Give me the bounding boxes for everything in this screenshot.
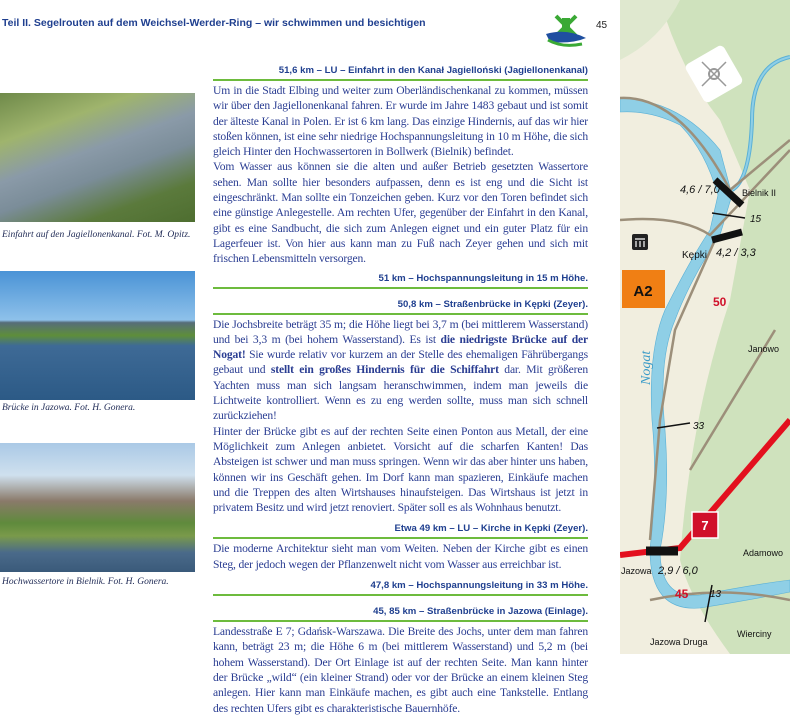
place-janowo: Janowo [748, 344, 780, 354]
section-bridge-kepki [213, 299, 588, 516]
place-bielnik: Bielnik II [742, 188, 777, 198]
text: Sie wurde relativ vor kurzem an der Stelle des ehemaligen Fährübergangs gebaut und [213, 348, 588, 377]
paragraph: Um in die Stadt Elbing und weiter zum Oberländischenkanal zu kommen, müssen wir über den Jagiellonenkanal fahren. Er wurde im Jahre 1483 gebaut und ist somit der älteste Kanal in Polen. Er ist 6 km lang. Das einzige Hindernis, auf das wir hier stoßen können, ist eine sehr niedrige Hochspannungsleitung in 10 m Höhe, die sich gleich Hinter den Hochwassertoren in Bollwerk (Bielnik) befindet. [213, 84, 588, 159]
route-map [620, 0, 790, 654]
paragraph: Hinter der Brücke gibt es auf der rechten Seite einen Ponton aus Metall, der eine Möglichkeit zum Anlegen anbietet. Vorsicht auf die scharfen Kanten! Das Absteigen ist schwer und man muss springen. Wenn wir das aber hinter uns haben, können wir ins Geschäft gehen. Im Dorf kann man spazieren, Einkäufe machen und die Treppen des alten Wirtshauses hinaufsteigen. Das Wirtshaus ist jetzt in privatem Besitz und wird jetzt renoviert. Später soll es als Wohnhaus benutzt. [213, 424, 588, 515]
clearance-kepki: 4,2 / 3,3 [716, 247, 756, 259]
km-marker: 45 [675, 587, 689, 601]
paragraph [213, 317, 588, 424]
photo-caption: Einfahrt auf den Jagiellonenkanal. Fot. M. Opitz. [2, 230, 191, 240]
photo-canal-entrance [0, 93, 195, 222]
section-power-line-15 [213, 273, 588, 289]
photo-caption: Brücke in Jazowa. Fot. H. Gonera. [2, 403, 136, 413]
paragraph: Vom Wasser aus können sie die alten und außer Betrieb gesetzten Wassertore sehen. Man sollte hier besonders aufpassen, denn es ist eng und die Sicht ist eingeschränkt. Man sollte ein Tonzeichen geben. Kurz vor den Toren befindet sich eine günstige Anlegestelle. Am rechten Ufer, gegenüber der Einfahrt in den Kanal, gibt es eine Sandbucht, die sich zum Anlegen eignet und ein guter Platz für ein Lagerfeuer ist. Von hier aus kann man zu Fuß nach Zeyer gehen und sich mit frischen Lebensmitteln versorgen. [213, 160, 588, 266]
power-line-height: 33 [693, 421, 705, 432]
photo-bridge-jazowa [0, 271, 195, 400]
place-jazowa: Jazowa [621, 566, 652, 576]
place-wierciny: Wierciny [737, 629, 772, 639]
page-number: 45 [596, 20, 608, 31]
section-church-kepki [213, 523, 588, 572]
paragraph: Landesstraße E 7; Gdańsk-Warszawa. Die Breite des Jochs, unter dem man fahren kann, beträgt 23 m; die Höhe 6 m (bei mittlerem Wasserstand) und 5,2 m (bei hohem Wasserstand). Der Ort Einlage ist auf der rechten Seite. Man kann hinter der Brücke „wild“ (ein kleiner Strand) oder vor der Brücke an einem kleinen Steg anlegen. Hier kann man Einkäufe machen, es gibt auch eine Tankstelle. Entlang des rechten Ufers gibt es charakteristische Bauernhöfe. [213, 625, 588, 715]
km-marker: 50 [713, 295, 727, 309]
section-power-line-33 [213, 580, 588, 596]
section-bridge-jazowa [213, 606, 588, 716]
emphasis: die niedrigste Brücke auf der Nogat! [213, 332, 588, 362]
section-heading: 50,8 km – Straßenbrücke in Kępki (Zeyer). [213, 299, 588, 315]
place-adamowo: Adamowo [743, 548, 784, 558]
section-heading: 51,6 km – LU – Einfahrt in den Kanał Jagielloński (Jagiellonenkanal) [213, 65, 588, 81]
museum-icon [632, 234, 648, 250]
paragraph: Die moderne Architektur sieht man vom Weiten. Neben der Kirche gibt es einen Steg, der jedoch wegen der Pflanzenwelt nicht vom Wasser aus erreichbar ist. [213, 542, 588, 571]
clearance-bielnik: 4,6 / 7,0 [680, 184, 720, 196]
section-jagiellonenkanal [213, 65, 588, 267]
photo-flood-gates-bielnik [0, 443, 195, 572]
road-number: 7 [701, 518, 709, 533]
section-heading: 51 km – Hochspannungsleitung in 15 m Höhe. [213, 273, 588, 289]
power-line-height: 13 [710, 589, 722, 600]
clearance-jazowa: 2,9 / 6,0 [658, 565, 698, 577]
section-heading: 47,8 km – Hochspannungsleitung in 33 m Höhe. [213, 580, 588, 596]
place-kepki: Kępki [682, 250, 708, 261]
section-label: A2 [633, 283, 653, 300]
text-column [213, 65, 588, 716]
section-heading: 45, 85 km – Straßenbrücke in Jazowa (Einlage). [213, 606, 588, 622]
power-line-height: 15 [750, 214, 762, 225]
place-jazowa-druga: Jazowa Druga [650, 637, 708, 647]
text: dar. Mit größeren Yachten muss man sich langsam heranschwimmen, indem man jeweils die Lichtweite kontrolliert. Wenn es zu eng werden sollte, muss man sich schnell zurückziehen! [213, 363, 588, 423]
photo-caption: Hochwassertore in Bielnik. Fot. H. Gonera. [2, 577, 169, 587]
section-heading: Etwa 49 km – LU – Kirche in Kępki (Zeyer). [213, 523, 588, 539]
windmill-logo [542, 4, 590, 48]
emphasis: stellt ein großes Hindernis für die Schiffahrt [270, 363, 499, 377]
river-label: Nogat [639, 350, 654, 385]
running-header: Teil II. Segelrouten auf dem Weichsel-Werder-Ring – wir schwimmen und besichtigen [2, 17, 426, 29]
text: Die Jochsbreite beträgt 35 m; die Höhe liegt bei 3,7 m (bei mittlerem Wasserstand) und bei 3,3 m (bei hohem Wasserstand). Es ist [213, 317, 588, 346]
